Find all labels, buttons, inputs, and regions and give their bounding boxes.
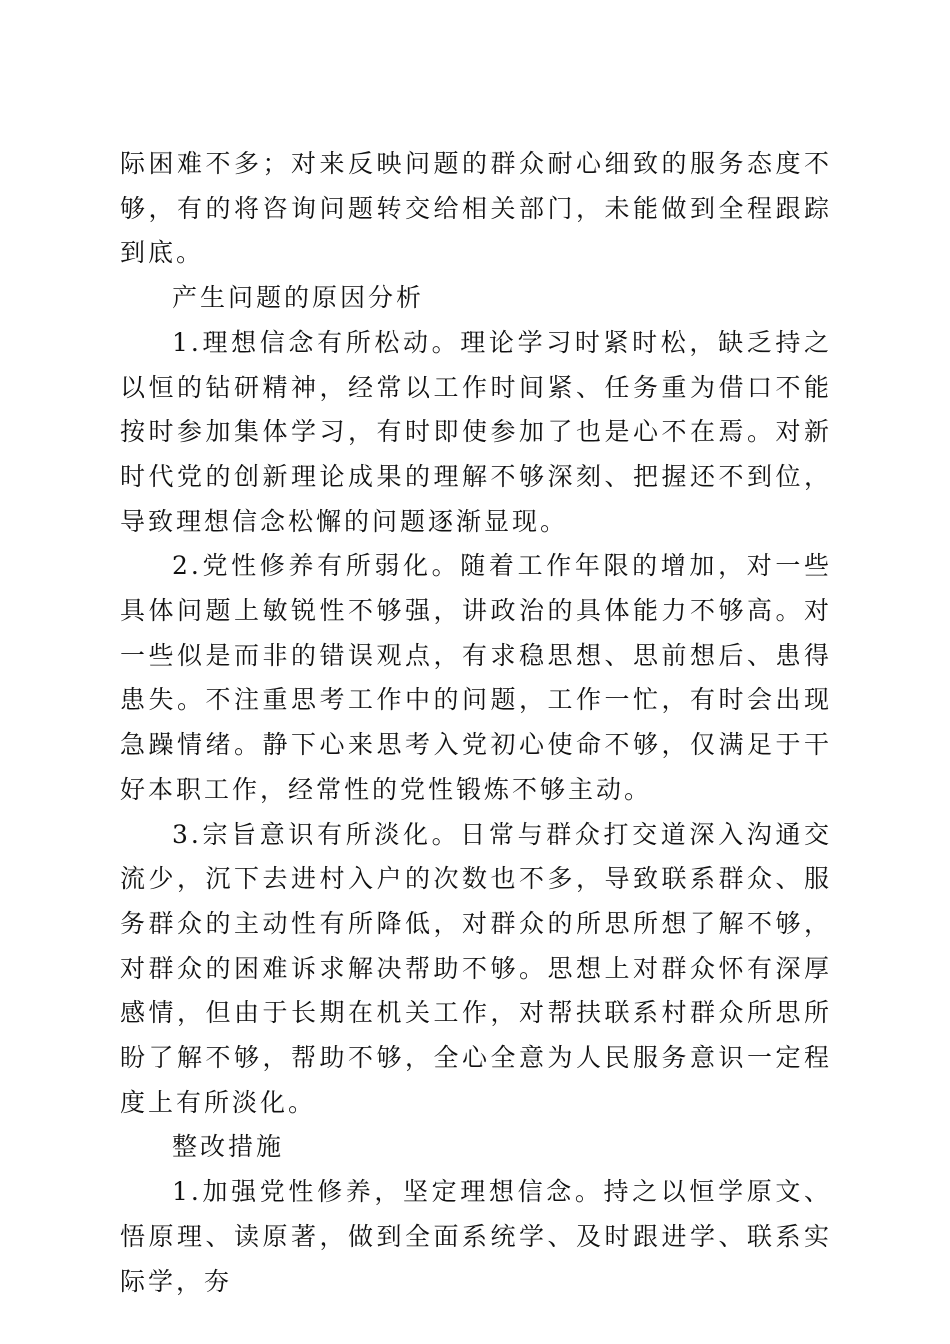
paragraph-ideals-beliefs: 1.理想信念有所松动。理论学习时紧时松，缺乏持之以恒的钻研精神，经常以工作时间紧、任务重为借口不能按时参加集体学习，有时即使参加了也是心不在焉。对新时代党的创新理论成果的理解不够深刻、把握还不到位，导致理想信念松懈的问题逐渐显现。 [120,327,832,536]
paragraph-rectification-1: 1.加强党性修养，坚定理想信念。持之以恒学原文、悟原理、读原著，做到全面系统学、及时跟进学、联系实际学，夯 [120,1177,832,1296]
section-heading-cause-analysis: 产生问题的原因分析 [172,283,425,313]
document-body [120,142,832,1304]
paragraph-party-spirit: 2.党性修养有所弱化。随着工作年限的增加，对一些具体问题上敏锐性不够强，讲政治的具体能力不够高。对一些似是而非的错误观点，有求稳思想、思前想后、患得患失。不注重思考工作中的问题，工作一忙，有时会出现急躁情绪。静下心来思考入党初心使命不够，仅满足于干好本职工作，经常性的党性锻炼不够主动。 [120,551,832,804]
paragraph-purpose-awareness: 3.宗旨意识有所淡化。日常与群众打交道深入沟通交流少，沉下去进村入户的次数也不多，导致联系群众、服务群众的主动性有所降低，对群众的所思所想了解不够，对群众的困难诉求解决帮助不够。思想上对群众怀有深厚感情，但由于长期在机关工作，对帮扶联系村群众所思所盼了解不够，帮助不够，全心全意为人民服务意识一定程度上有所淡化。 [120,819,832,1117]
section-heading-rectification: 整改措施 [172,1132,285,1162]
paragraph-continuation: 际困难不多；对来反映问题的群众耐心细致的服务态度不够，有的将咨询问题转交给相关部门，未能做到全程跟踪到底。 [120,149,832,268]
